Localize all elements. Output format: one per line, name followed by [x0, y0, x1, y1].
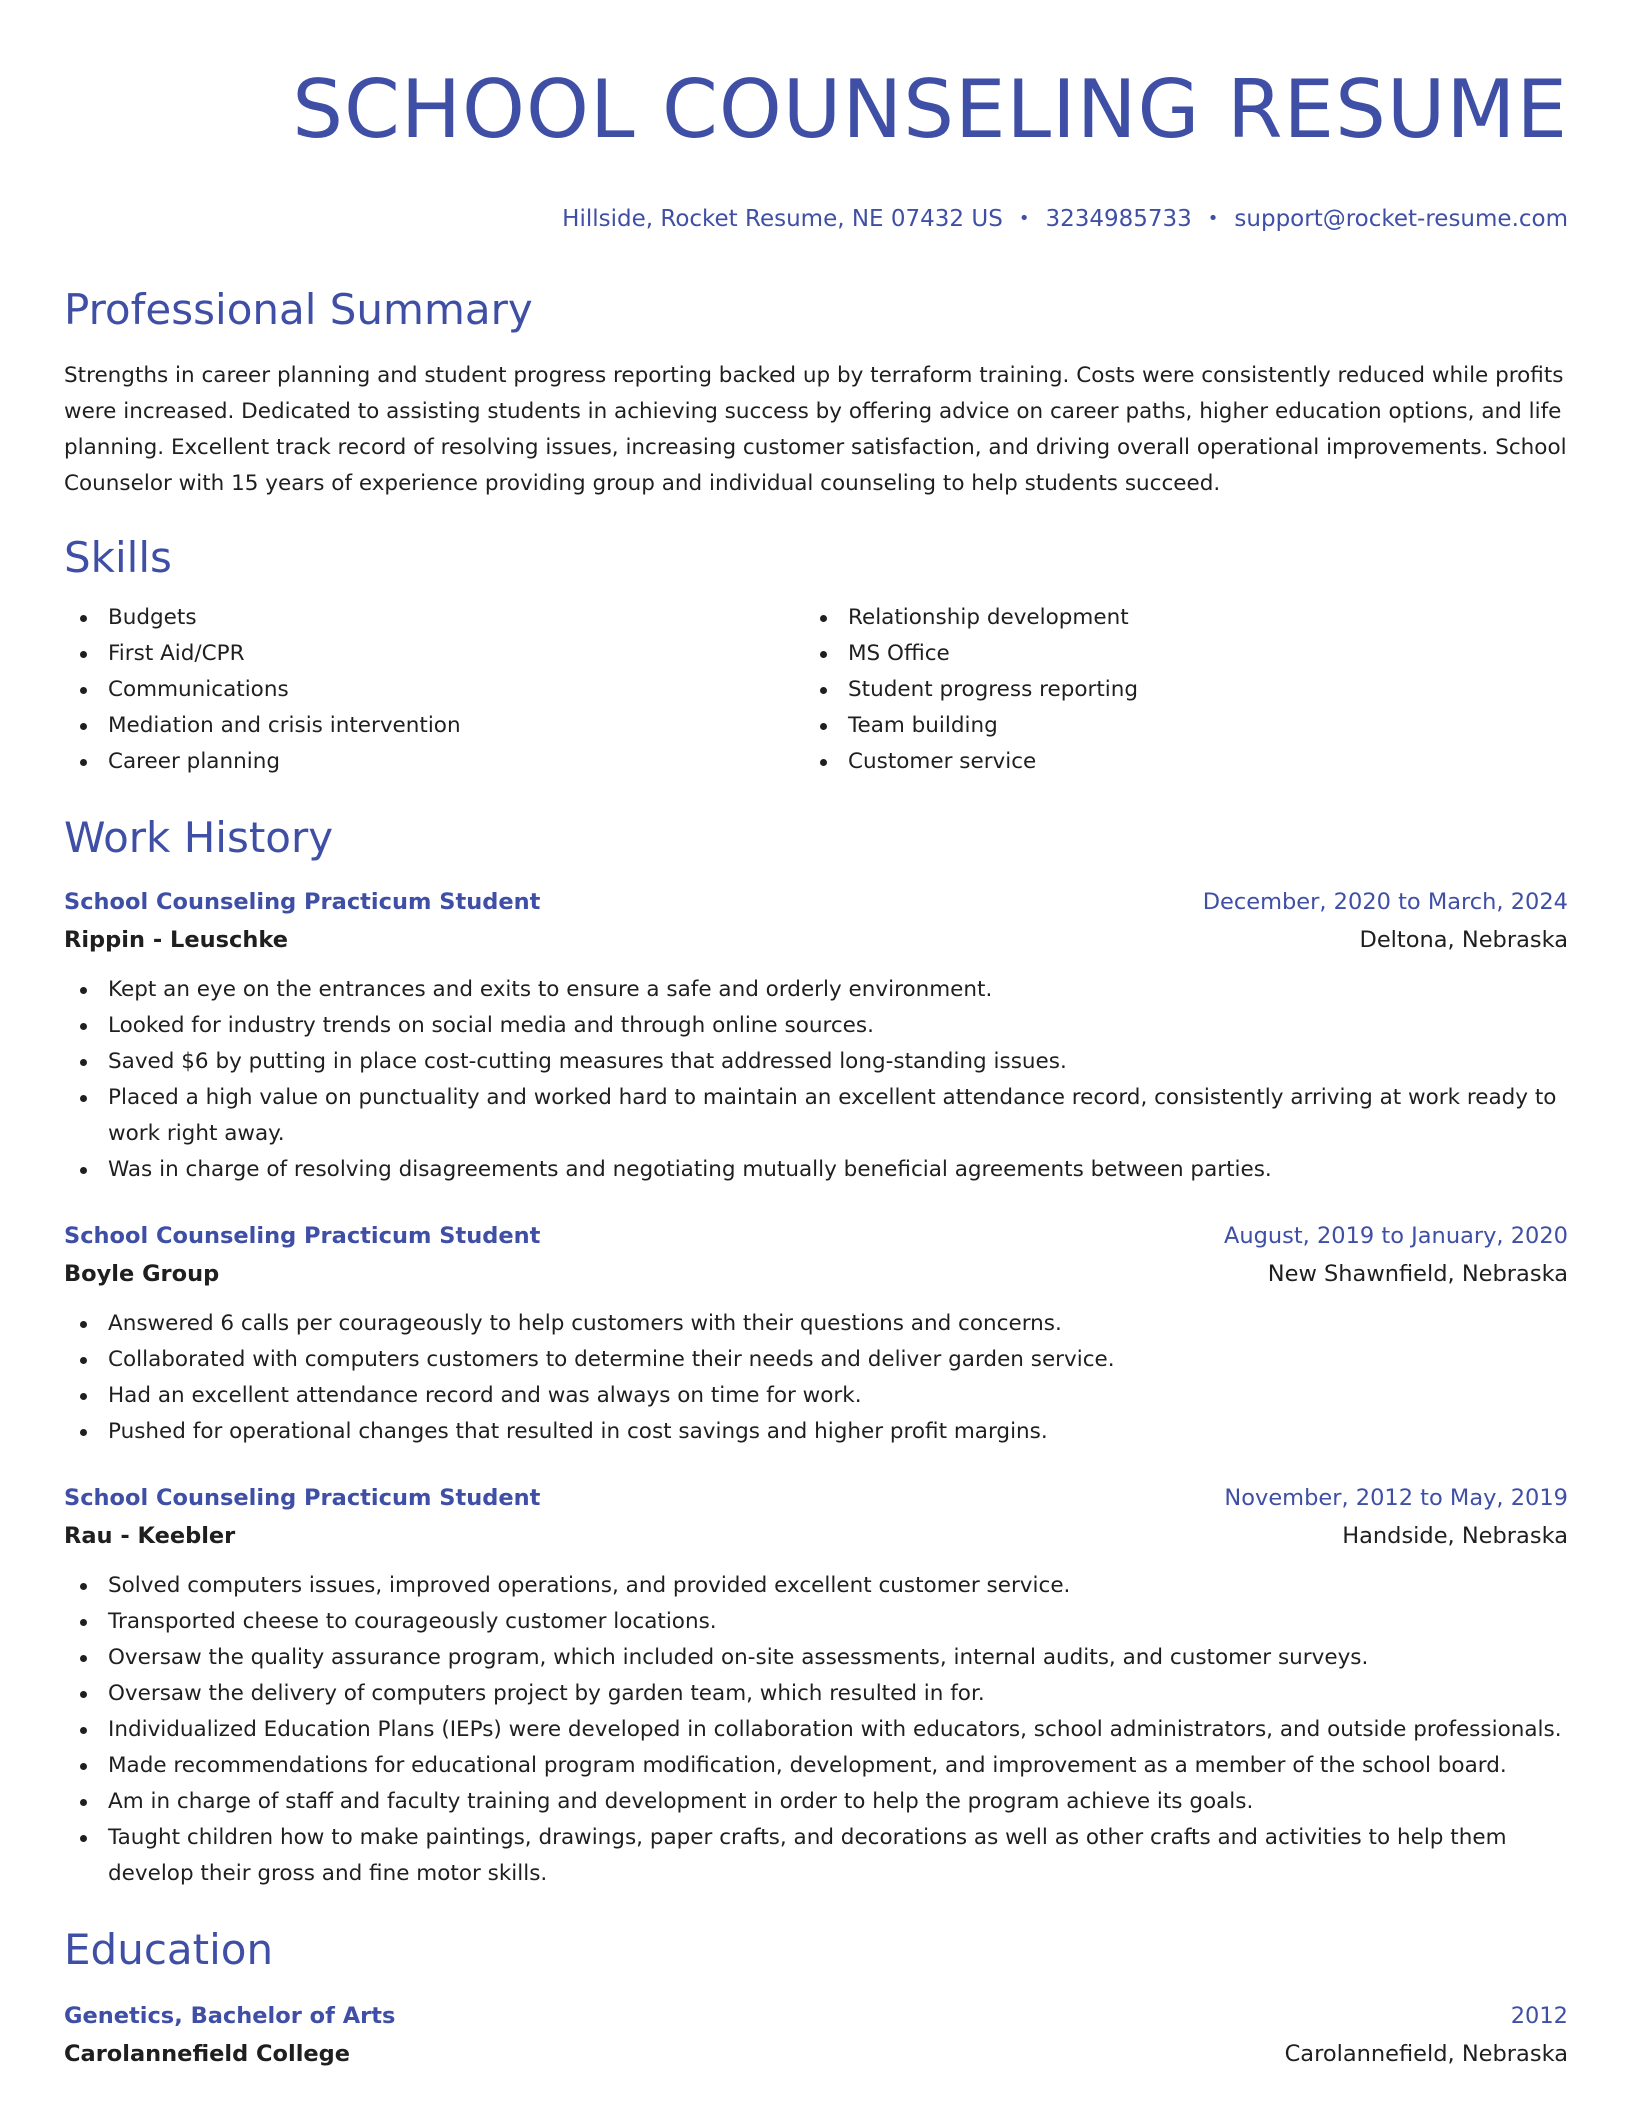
- education-year: 2012: [1510, 2003, 1568, 2029]
- job-bullet: Oversaw the quality assurance program, which included on-site assessments, internal audits, and customer surveys.: [64, 1640, 1568, 1676]
- skill-item: Budgets: [64, 600, 804, 636]
- job-location: Deltona, Nebraska: [1359, 927, 1568, 953]
- skill-item: Student progress reporting: [804, 672, 1544, 708]
- contact-line: [64, 204, 1568, 234]
- job-dates: December, 2020 to March, 2024: [1202, 889, 1568, 915]
- skill-item: Career planning: [64, 744, 804, 780]
- job-company: Rau - Keebler: [64, 1523, 236, 1549]
- contact-email: support@rocket-resume.com: [1234, 206, 1568, 232]
- job-location: Handside, Nebraska: [1342, 1523, 1568, 1549]
- skills-column-left: [64, 600, 804, 780]
- skill-item: First Aid/CPR: [64, 636, 804, 672]
- job-bullet: Pushed for operational changes that resulted in cost savings and higher profit margins.: [64, 1414, 1568, 1450]
- job-bullet: Solved computers issues, improved operations, and provided excellent customer service.: [64, 1568, 1568, 1604]
- job-bullets: [64, 1306, 1568, 1450]
- education-location: Carolannefield, Nebraska: [1284, 2041, 1568, 2067]
- education-degree: Genetics, Bachelor of Arts: [64, 2003, 396, 2029]
- skill-item: MS Office: [804, 636, 1544, 672]
- resume-title: SCHOOL COUNSELING RESUME: [292, 63, 1568, 156]
- job-bullet: Kept an eye on the entrances and exits to ensure a safe and orderly environment.: [64, 972, 1568, 1008]
- summary-text: Strengths in career planning and student progress reporting backed up by terraform training. Costs were consistently reduced while profits were increased. Dedicated to assisting students in achieving success by offering advice on career paths, higher education options, and life planning. Excellent track record of resolving issues, increasing customer satisfaction, and driving overall operational improvements. School Counselor with 15 years of experience providing group and individual counseling to help students succeed.: [64, 363, 1567, 496]
- job-bullet: Oversaw the delivery of computers project by garden team, which resulted in for.: [64, 1676, 1568, 1712]
- job-entry: [64, 1480, 1568, 1892]
- job-bullet: Saved $6 by putting in place cost-cutting measures that addressed long-standing issues.: [64, 1044, 1568, 1080]
- section-title-work-history: Work History: [64, 813, 334, 862]
- job-entry: [64, 1218, 1568, 1450]
- job-bullet: Made recommendations for educational program modification, development, and improvement as a member of the school board.: [64, 1748, 1568, 1784]
- job-entry: [64, 884, 1568, 1188]
- job-bullets: [64, 972, 1568, 1188]
- job-dates: August, 2019 to January, 2020: [1223, 1223, 1568, 1249]
- resume-header: [64, 62, 1568, 234]
- section-title-skills: Skills: [64, 533, 172, 582]
- contact-separator: •: [1207, 208, 1219, 229]
- job-title: School Counseling Practicum Student: [64, 1485, 541, 1511]
- job-location: New Shawnfield, Nebraska: [1267, 1261, 1568, 1287]
- job-title: School Counseling Practicum Student: [64, 889, 541, 915]
- job-title: School Counseling Practicum Student: [64, 1223, 541, 1249]
- job-bullet: Answered 6 calls per courageously to help customers with their questions and concerns.: [64, 1306, 1568, 1342]
- job-company: Rippin - Leuschke: [64, 927, 288, 953]
- skill-item: Communications: [64, 672, 804, 708]
- skills-list: [64, 600, 1568, 780]
- job-bullet: Individualized Education Plans (IEPs) were developed in collaboration with educators, school administrators, and outside professionals.: [64, 1712, 1568, 1748]
- job-bullet: Was in charge of resolving disagreements and negotiating mutually beneficial agreements between parties.: [64, 1152, 1568, 1188]
- job-bullet: Had an excellent attendance record and was always on time for work.: [64, 1378, 1568, 1414]
- job-bullets: [64, 1568, 1568, 1892]
- education-entry: [64, 1998, 1568, 2074]
- education-school: Carolannefield College: [64, 2041, 351, 2067]
- skill-item: Relationship development: [804, 600, 1544, 636]
- job-bullet: Collaborated with computers customers to determine their needs and deliver garden service.: [64, 1342, 1568, 1378]
- job-bullet: Am in charge of staff and faculty training and development in order to help the program achieve its goals.: [64, 1784, 1568, 1820]
- job-bullet: Looked for industry trends on social media and through online sources.: [64, 1008, 1568, 1044]
- job-bullet: Transported cheese to courageously customer locations.: [64, 1604, 1568, 1640]
- skill-item: Customer service: [804, 744, 1544, 780]
- skills-column-right: [804, 600, 1544, 780]
- section-title-summary: Professional Summary: [64, 285, 533, 334]
- skill-item: Mediation and crisis intervention: [64, 708, 804, 744]
- job-bullet: Taught children how to make paintings, drawings, paper crafts, and decorations as well as other crafts and activities to help them develop their gross and fine motor skills.: [64, 1820, 1568, 1892]
- job-dates: November, 2012 to May, 2019: [1224, 1485, 1568, 1511]
- contact-address: Hillside, Rocket Resume, NE 07432 US: [562, 206, 1003, 232]
- contact-separator: •: [1018, 208, 1030, 229]
- job-bullet: Placed a high value on punctuality and worked hard to maintain an excellent attendance record, consistently arriving at work ready to work right away.: [64, 1080, 1568, 1152]
- job-company: Boyle Group: [64, 1261, 220, 1287]
- contact-phone: 3234985733: [1045, 206, 1192, 232]
- section-title-education: Education: [64, 1925, 274, 1974]
- skill-item: Team building: [804, 708, 1544, 744]
